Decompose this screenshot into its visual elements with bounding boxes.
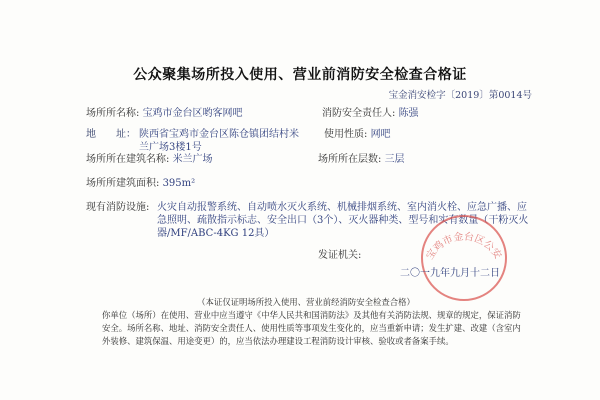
usage-value: 网吧 [370, 129, 391, 140]
usage-label: 使用性质: [324, 129, 368, 140]
venue-name-value: 宝鸡市金台区哟客网吧 [142, 108, 243, 119]
address-label: 地 址： [86, 129, 136, 140]
venue-name-field [86, 107, 243, 120]
certificate-notice [86, 296, 526, 348]
facilities-value: 火灾自动报警系统、自动喷水灭火系统、机械排烟系统、室内消火栓、应急广播、应急照明、疏散指示标志、安全出口（3个）、灭火器种类、型号和实有数量（干粉灭火器/MF/ABC-4KG 12具） [157, 202, 529, 239]
address-value-line2: 兰广场3楼1号 [139, 142, 202, 153]
issue-date: 二〇一九年九月十二日 [400, 268, 500, 279]
notice-heading: （本证仅证明场所投入使用、营业前经消防安全检查合格） [197, 297, 415, 307]
address-value-line1: 陕西省宝鸡市金台区陈仓镇团结村米 [139, 129, 299, 140]
floor-label: 场所所在层数: [318, 154, 382, 165]
safety-officer-value: 陈强 [398, 108, 419, 119]
floor-field [318, 153, 405, 166]
building-name-value: 米兰广场 [172, 154, 213, 165]
certificate-title: 公众聚集场所投入使用、营业前消防安全检查合格证 [133, 67, 467, 83]
safety-officer-field [322, 107, 419, 120]
building-name-field [86, 153, 213, 166]
venue-name-label: 场所所名称: [86, 108, 140, 119]
facilities-label: 现有消防设施: [86, 202, 150, 213]
building-name-label: 场所所在建筑名称: [86, 154, 170, 165]
area-label: 场所所建筑面积: [86, 178, 160, 189]
seal-text [423, 230, 505, 262]
seal-text-path: 宝鸡市金台区公安 [424, 231, 504, 262]
issuer-label: 发证机关: [318, 250, 362, 261]
usage-field [324, 128, 391, 141]
area-value: 395m² [162, 178, 196, 189]
safety-officer-label: 消防安全责任人: [322, 108, 396, 119]
document-number: 宝金消安检字〔2019〕第0014号 [388, 90, 532, 101]
floor-value: 三层 [384, 154, 405, 165]
area-field [86, 177, 195, 190]
official-seal [400, 212, 528, 304]
notice-body: 你单位（场所）在使用、营业中应当遵守《中华人民共和国消防法》及其他有关消防法规、规章的规定，保证消防安全。场所名称、地址、消防安全责任人、使用性质等事项发生变化的，应当重新申请；发生扩建、改建（含室内外装修、建筑保温、用途变更）的，应当依法办理建设工程消防设计审核、验收或者备案手续。 [102, 310, 521, 346]
